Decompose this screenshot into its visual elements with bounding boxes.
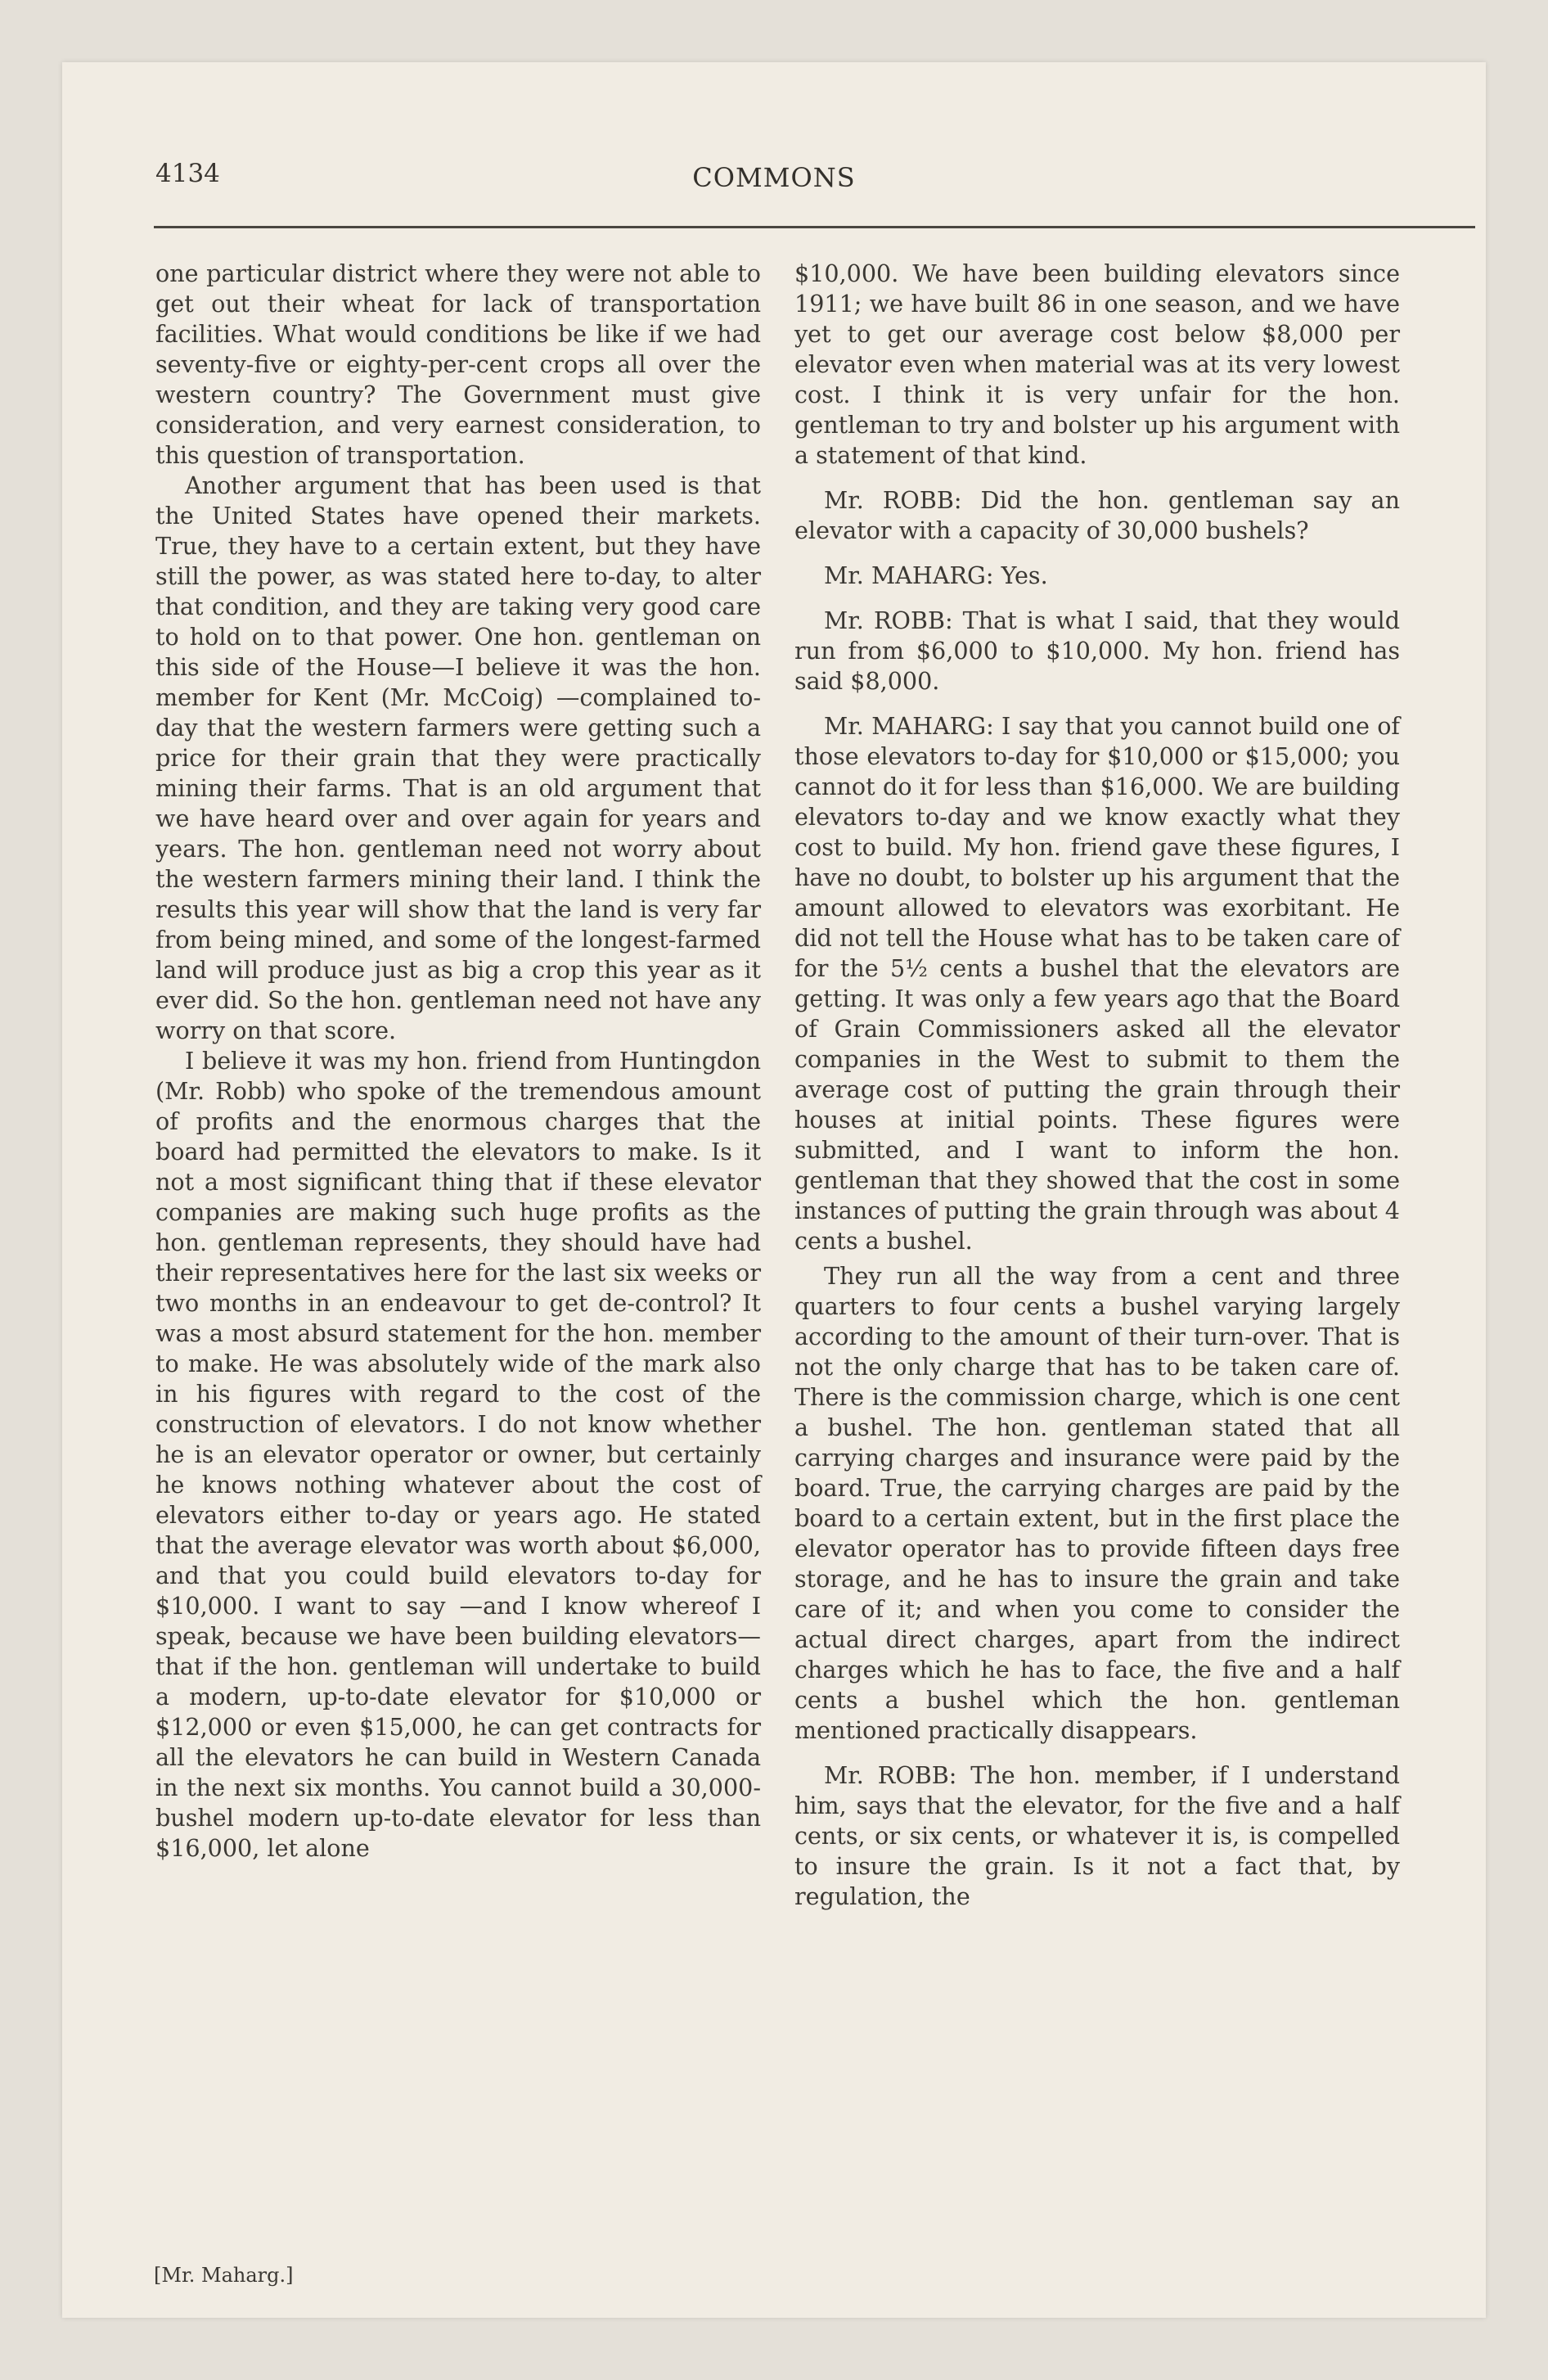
- speaker-attribution: [Mr. Maharg.]: [154, 2264, 294, 2287]
- paragraph: $10,000. We have been building elevators since 1911; we have built 86 in one season, and we have yet to get our average cost below $8,000 per elevator even when material was at its very lowest cost. I think it is very unfair for the hon. gentleman to try and bolster up his argument with a statement of that kind.: [794, 259, 1400, 469]
- paragraph: one particular district where they were not able to get out their wheat for lack of transportation facilities. What would conditions be like if we had seventy-five or eighty-per-cent crops all over the western country? The Government must give consideration, and very earnest consideration, to this question of transportation.: [155, 259, 761, 469]
- speech-paragraph: Mr. ROBB: That is what I said, that they would run from $6,000 to $10,000. My hon. friend has said $8,000.: [794, 606, 1400, 695]
- speech-paragraph: Mr. MAHARG: Yes.: [824, 561, 1048, 589]
- speech-paragraph: Mr. ROBB: Did the hon. gentleman say an elevator with a capacity of 30,000 bushels?: [794, 486, 1400, 544]
- right-column: [794, 259, 1400, 1912]
- running-head: COMMONS: [692, 162, 856, 193]
- paragraph: Another argument that has been used is that the United States have opened their markets. True, they have to a certain extent, but they have still the power, as was stated here to-day, to alter that condition, and they are taking very good care to hold on to that power. One hon. gentleman on this side of the House—I believe it was the hon. member for Kent (Mr. McCoig) —complained to-day that the western farmers were getting such a price for their grain that they were practically mining their farms. That is an old argument that we have heard over and over again for years and years. The hon. gentleman need not worry about the western farmers mining their land. I think the results this year will show that the land is very far from being mined, and some of the longest-farmed land will produce just as big a crop this year as it ever did. So the hon. gentleman need not have any worry on that score.: [155, 471, 761, 1044]
- left-column: [155, 259, 761, 1864]
- page-number: 4134: [155, 159, 220, 188]
- paragraph: I believe it was my hon. friend from Huntingdon (Mr. Robb) who spoke of the tremendous amount of profits and the enormous charges that the board had permitted the elevators to make. Is it not a most significant thing that if these elevator companies are making such huge profits as the hon. gentleman represents, they should have had their representatives here for the last six weeks or two months in an endeavour to get de-control? It was a most absurd statement for the hon. member to make. He was absolutely wide of the mark also in his figures with regard to the cost of the construction of elevators. I do not know whether he is an elevator operator or owner, but certainly he knows nothing whatever about the cost of elevators either to-day or years ago. He stated that the average elevator was worth about $6,000, and that you could build elevators to-day for $10,000. I want to say —and I know whereof I speak, because we have been building elevators—that if the hon. gentleman will undertake to build a modern, up-to-date elevator for $10,000 or $12,000 or even $15,000, he can get contracts for all the elevators he can build in Western Canada in the next six months. You cannot build a 30,000-bushel modern up-to-date elevator for less than $16,000, let alone: [155, 1047, 761, 1862]
- speech-paragraph: Mr. MAHARG: I say that you cannot build one of those elevators to-day for $10,000 or $15,000; you cannot do it for less than $16,000. We are building elevators to-day and we know exactly what they cost to build. My hon. friend gave these figures, I have no doubt, to bolster up his argument that the amount allowed to elevators was exorbitant. He did not tell the House what has to be taken care of for the 5½ cents a bushel that the elevators are getting. It was only a few years ago that the Board of Grain Commissioners asked all the elevator companies in the West to submit to them the average cost of putting the grain through their houses at initial points. These figures were submitted, and I want to inform the hon. gentleman that they showed that the cost in some instances of putting the grain through was about 4 cents a bushel.: [794, 712, 1400, 1255]
- document-page: [62, 62, 1486, 2318]
- speech-paragraph: Mr. ROBB: The hon. member, if I understand him, says that the elevator, for the five and a half cents, or six cents, or whatever it is, is compelled to insure the grain. Is it not a fact that, by regulation, the: [794, 1761, 1400, 1910]
- header-rule: [154, 226, 1475, 228]
- paragraph: They run all the way from a cent and three quarters to four cents a bushel varying largely according to the amount of their turn-over. That is not the only charge that has to be taken care of. There is the commission charge, which is one cent a bushel. The hon. gentleman stated that all carrying charges and insurance were paid by the board. True, the carrying charges are paid by the board to a certain extent, but in the first place the elevator operator has to provide fifteen days free storage, and he has to insure the grain and take care of it; and when you come to consider the actual direct charges, apart from the indirect charges which he has to face, the five and a half cents a bushel which the hon. gentleman mentioned practically disappears.: [794, 1262, 1400, 1744]
